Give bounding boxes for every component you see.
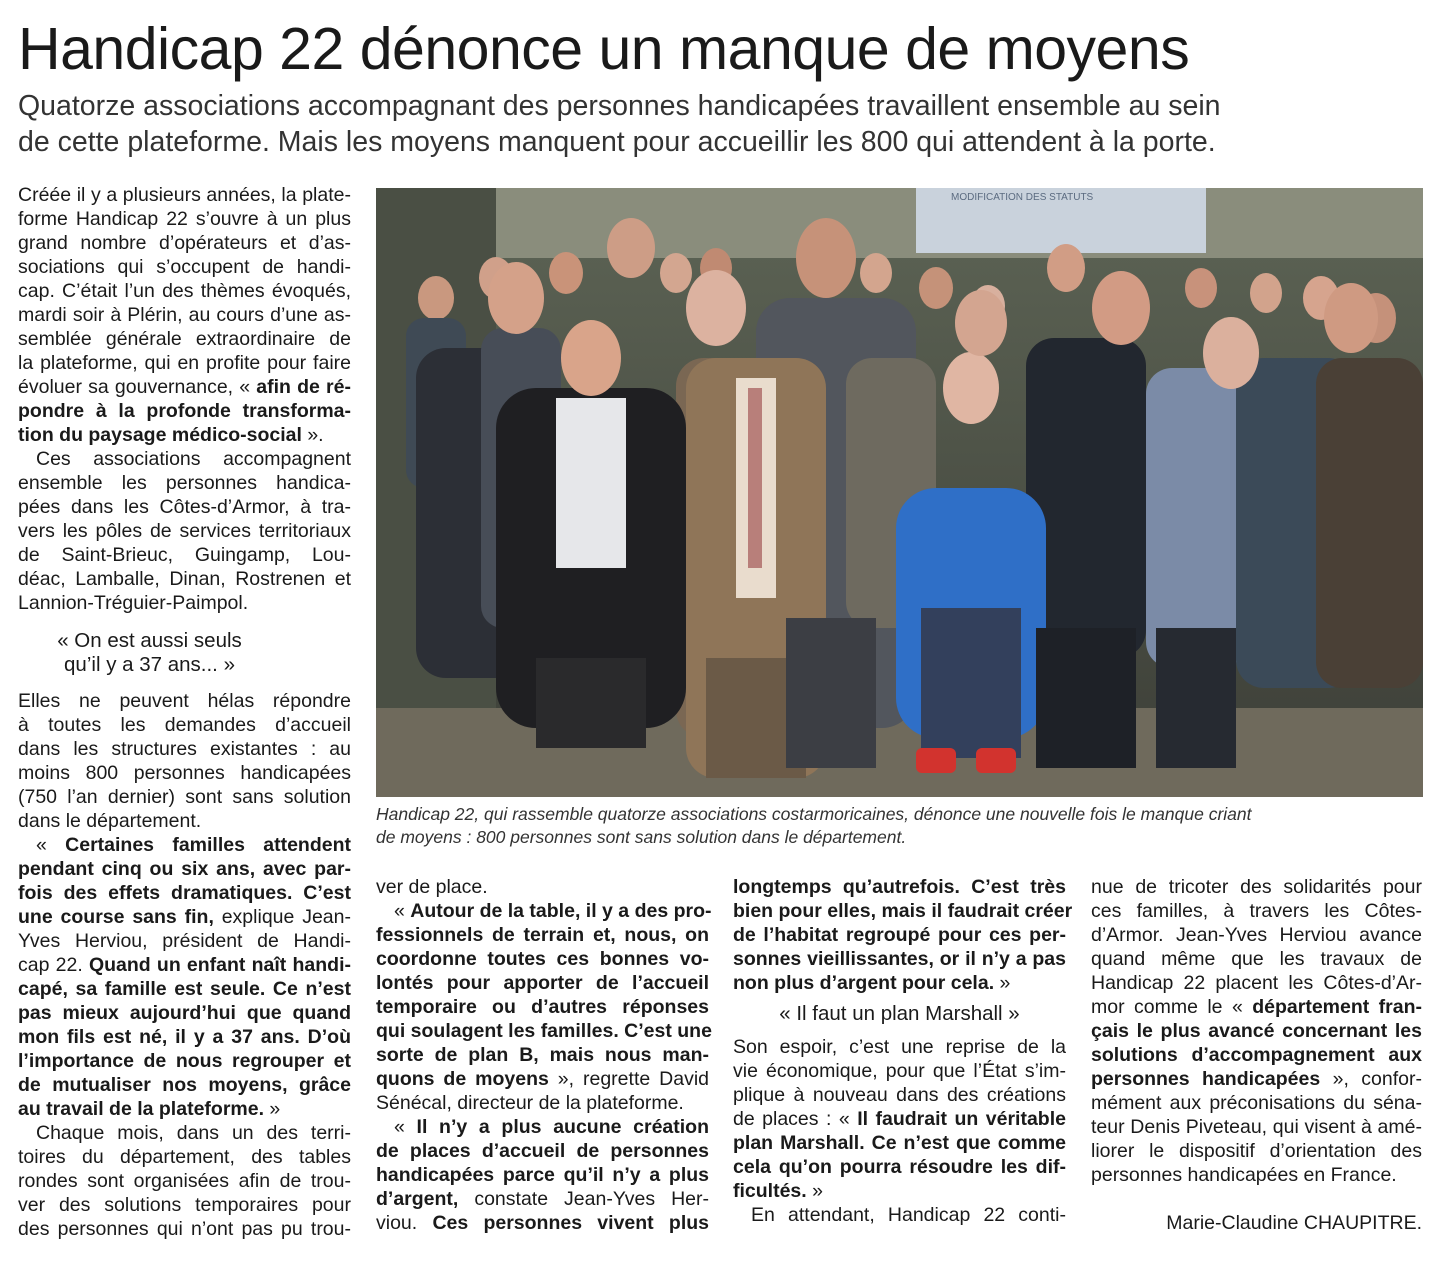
text-line: « Certaines familles attendent xyxy=(36,834,351,856)
text-line: ces familles, à travers les Côtes- xyxy=(1091,900,1422,922)
text-line: ficultés. » xyxy=(733,1180,823,1202)
author-signature: Marie-Claudine CHAUPITRE. xyxy=(1166,1212,1422,1234)
text-line: solutions d’accompagnement aux xyxy=(1091,1044,1422,1066)
text-line: de Saint-Brieuc, Guingamp, Lou- xyxy=(18,544,351,566)
text-line: à toutes les demandes d’accueil xyxy=(18,714,351,736)
text-line: nue de tricoter des solidarités pour xyxy=(1091,876,1422,898)
text-line: çais le plus avancé concernant les xyxy=(1091,1020,1422,1042)
text-line: temporaire ou d’autres réponses xyxy=(376,996,709,1018)
article-column-2 xyxy=(376,875,712,1235)
text-line: sorte de plan B, mais nous man- xyxy=(376,1044,709,1066)
text-line: sonnes vieillissantes, or il n’y a pas xyxy=(733,948,1066,970)
headline: Handicap 22 dénonce un manque de moyens xyxy=(18,16,1190,82)
text-line: une course sans fin, explique Jean- xyxy=(18,906,351,928)
text-line: au travail de la plateforme. » xyxy=(18,1098,281,1120)
text-line: coordonne toutes ces bonnes vo- xyxy=(376,948,709,970)
text-line: viou. Ces personnes vivent plus xyxy=(376,1212,709,1234)
text-line: cap. C’était l’un des thèmes évoqués, xyxy=(18,280,351,302)
text-line: ver des solutions temporaires pour xyxy=(18,1194,351,1216)
text-line: « Autour de la table, il y a des pro- xyxy=(394,900,712,922)
text-line: Handicap 22 placent les Côtes-d’Ar- xyxy=(1091,972,1422,994)
text-line: non plus d’argent pour cela. » xyxy=(733,972,1011,994)
photo-caption xyxy=(376,803,1426,849)
text-line: Ces associations accompagnent xyxy=(36,448,351,470)
text-line: capé, sa famille est seule. Ce n’est xyxy=(18,978,351,1000)
text-line: ver de place. xyxy=(376,876,488,898)
text-line: bien pour elles, mais il faudrait créer xyxy=(733,900,1073,922)
text-line: pées dans les Côtes-d’Armor, à tra- xyxy=(18,496,351,518)
text-line: moins 800 personnes handicapées xyxy=(18,762,351,784)
text-line: des personnes qui n’ont pas pu trou- xyxy=(18,1218,351,1240)
text-line: rondes sont organisées afin de trou- xyxy=(18,1170,351,1192)
text-line: longtemps qu’autrefois. C’est très xyxy=(733,876,1066,898)
subhead: « On est aussi seuls xyxy=(57,629,242,652)
text-line: cap 22. Quand un enfant naît handi- xyxy=(18,954,351,976)
text-line: fois des effets dramatiques. C’est xyxy=(18,882,351,904)
subhead: qu’il y a 37 ans... » xyxy=(64,653,235,676)
text-line: de places d’accueil de personnes xyxy=(376,1140,709,1162)
text-line: quons de moyens », regrette David xyxy=(376,1068,710,1090)
caption-line: de moyens : 800 personnes sont sans solution dans le département. xyxy=(376,827,907,847)
text-line: ensemble les personnes handica- xyxy=(18,472,351,494)
text-line: mardi soir à Plérin, au cours d’une as- xyxy=(18,304,351,326)
text-line: cela qu’on pourra résoudre les dif- xyxy=(733,1156,1066,1178)
text-line: évoluer sa gouvernance, « afin de ré- xyxy=(18,376,351,398)
text-line: pendant cinq ou six ans, avec par- xyxy=(18,858,351,880)
text-line: dans le département. xyxy=(18,810,202,832)
text-line: de l’habitat regroupé pour ces per- xyxy=(733,924,1066,946)
text-line: fessionnels de terrain et, nous, on xyxy=(376,924,709,946)
text-line: dans les structures existantes : au xyxy=(18,738,351,760)
text-line: quand même que les travaux de xyxy=(1091,948,1422,970)
text-line: qui soulagent les familles. C’est une xyxy=(376,1020,712,1042)
text-line: d’argent, constate Jean-Yves Her- xyxy=(376,1188,709,1210)
text-line: « Il n’y a plus aucune création xyxy=(394,1116,710,1138)
text-line: vie économique, pour que l’État s’im- xyxy=(733,1060,1066,1082)
text-line: Yves Herviou, président de Handi- xyxy=(18,930,351,952)
caption-line: Handicap 22, qui rassemble quatorze associations costarmoricaines, dénonce une nouvelle fois le manque criant xyxy=(376,804,1252,824)
text-line: de mutualiser nos moyens, grâce xyxy=(18,1074,351,1096)
text-line: lontés pour apporter de l’accueil xyxy=(376,972,709,994)
text-line: plique à nouveau dans des créations xyxy=(733,1084,1066,1106)
text-line: mor comme le « département fran- xyxy=(1091,996,1423,1018)
article-column-4 xyxy=(1091,875,1422,1235)
text-line: semblée générale extraordinaire de xyxy=(18,328,351,350)
text-line: Chaque mois, dans un des terri- xyxy=(36,1122,351,1144)
text-line: teur Denis Piveteau, qui visent à amé- xyxy=(1091,1116,1422,1138)
text-line: handicapées parce qu’il n’y a plus xyxy=(376,1164,709,1186)
text-line: personnes handicapées en France. xyxy=(1091,1164,1397,1186)
text-line: sociations qui s’occupent de handi- xyxy=(18,256,351,278)
text-line: personnes handicapées », confor- xyxy=(1091,1068,1422,1090)
text-line: grand nombre d’opérateurs et d’as- xyxy=(18,232,351,254)
screen-text: MODIFICATION DES STATUTS xyxy=(951,192,1094,203)
text-line: forme Handicap 22 s’ouvre à un plus xyxy=(18,208,351,230)
text-line: liorer le dispositif d’orientation des xyxy=(1091,1140,1422,1162)
text-line: de places : « Il faudrait un véritable xyxy=(733,1108,1066,1130)
text-line: Sénécal, directeur de la plateforme. xyxy=(376,1092,684,1114)
text-line: Créée il y a plusieurs années, la plate- xyxy=(18,184,351,206)
text-line: la plateforme, qui en profite pour faire xyxy=(18,352,351,374)
text-line: d’Armor. Jean-Yves Herviou avance xyxy=(1091,924,1422,946)
text-line: Elles ne peuvent hélas répondre xyxy=(18,690,351,712)
group-photo xyxy=(376,188,1423,797)
text-line: l’importance de nous regrouper et xyxy=(18,1050,351,1072)
text-line: toires du département, des tables xyxy=(18,1146,351,1168)
text-line: Lannion-Tréguier-Paimpol. xyxy=(18,592,249,614)
article-column-3 xyxy=(733,875,1073,1227)
text-line: pondre à la profonde transforma- xyxy=(18,400,351,422)
text-line: pas mieux aujourd’hui que quand xyxy=(18,1002,351,1024)
text-line: En attendant, Handicap 22 conti- xyxy=(751,1204,1066,1226)
lead-line: de cette plateforme. Mais les moyens manquent pour accueillir les 800 qui attendent à la porte. xyxy=(18,126,1216,158)
text-line: mément aux préconisations du séna- xyxy=(1091,1092,1422,1114)
text-line: plan Marshall. Ce n’est que comme xyxy=(733,1132,1066,1154)
text-line: tion du paysage médico-social ». xyxy=(18,424,324,446)
text-line: déac, Lamballe, Dinan, Rostrenen et xyxy=(18,568,351,590)
lead-line: Quatorze associations accompagnant des personnes handicapées travaillent ensemble au sein xyxy=(18,90,1221,122)
text-line: vers les pôles de services territoriaux xyxy=(18,520,351,542)
text-line: (750 l’an dernier) sont sans solution xyxy=(18,786,351,808)
group-photo-illustration xyxy=(376,188,1423,797)
text-line: mon fils est né, il y a 37 ans. D’où xyxy=(18,1026,351,1048)
lead-paragraph xyxy=(18,88,1428,160)
text-line: Son espoir, c’est une reprise de la xyxy=(733,1036,1066,1058)
article-column-1 xyxy=(18,183,351,1241)
subhead: « Il faut un plan Marshall » xyxy=(779,1002,1020,1025)
